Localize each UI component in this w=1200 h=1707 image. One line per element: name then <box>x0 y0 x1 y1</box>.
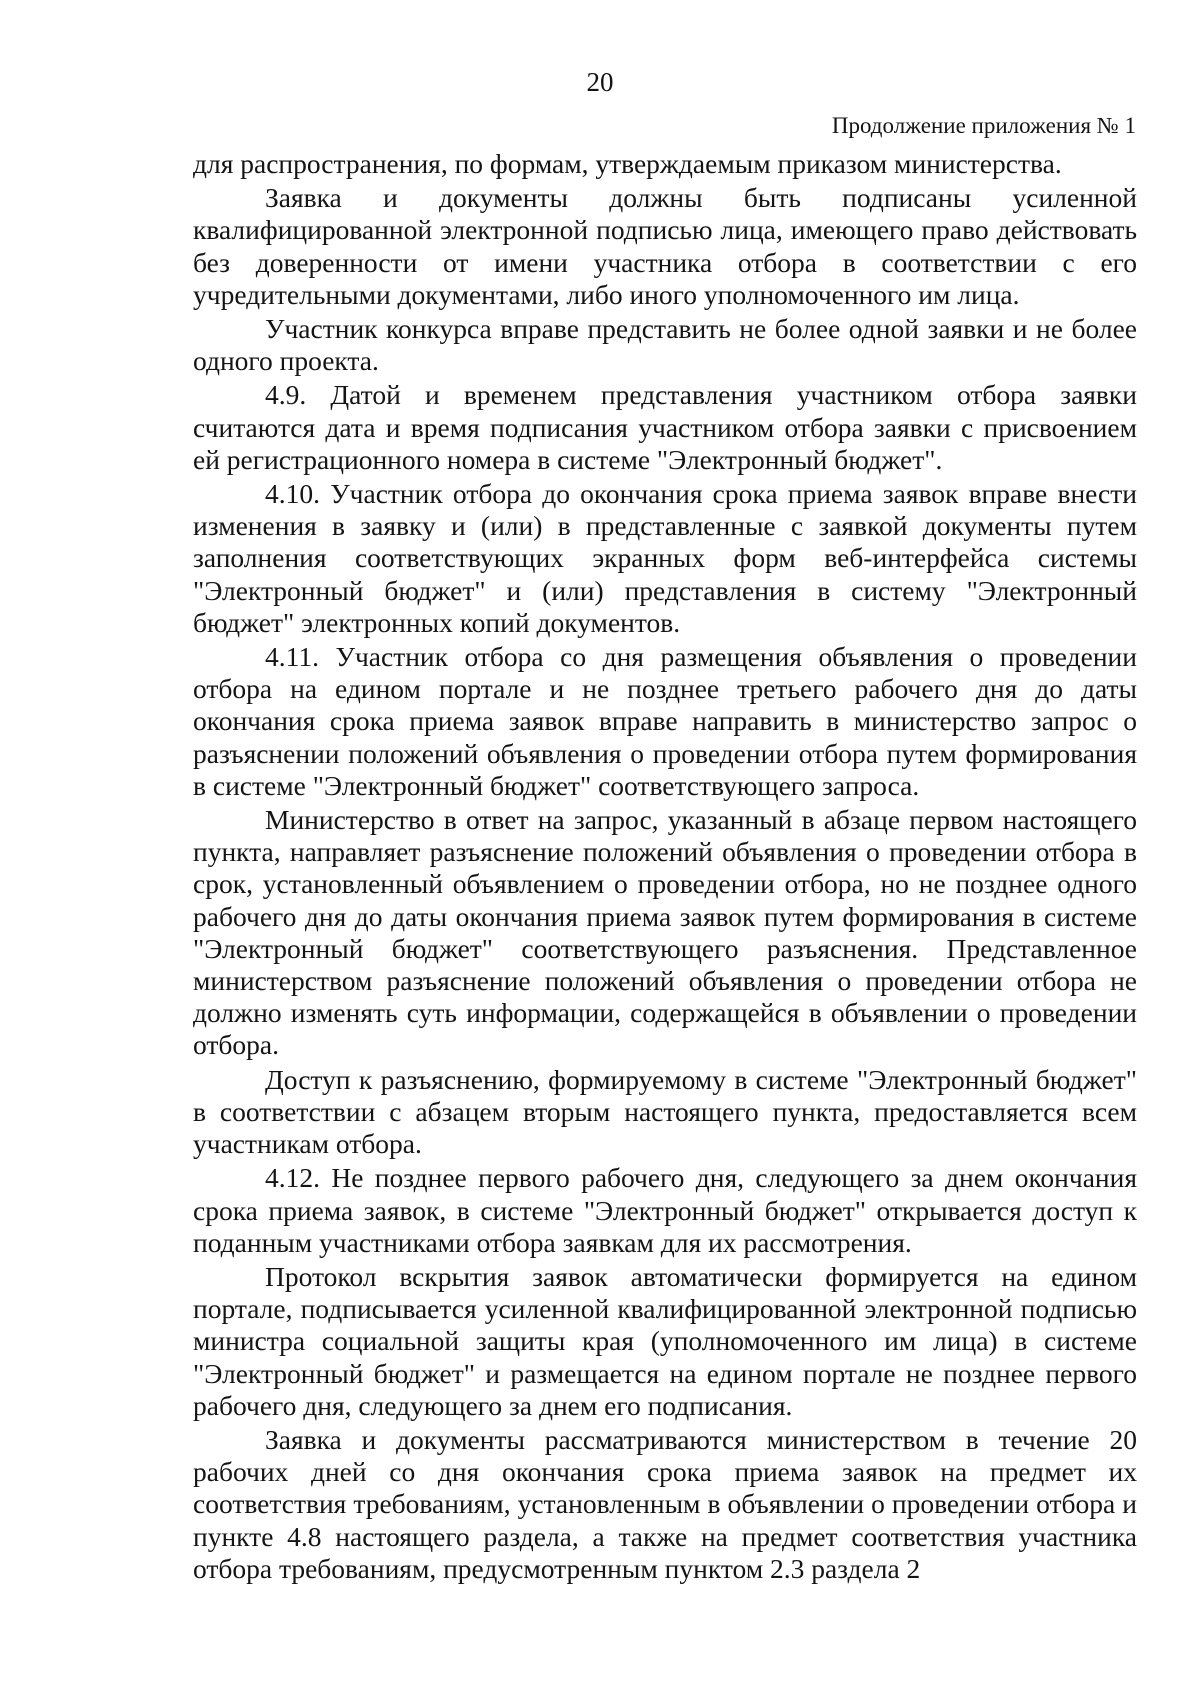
paragraph-4-10: 4.10. Участник отбора до окончания срока приема заявок вправе внести изменения в заявку и (или) в представленные с заявкой документы путем заполнения соответствующих экранных форм веб-интерфейса системы "Электронный бюджет" и (или) представления в систему "Электронный бюджет" электронных копий документов. <box>193 478 1137 638</box>
paragraph-4-12: 4.12. Не позднее первого рабочего дня, следующего за днем окончания срока приема заявок, в системе "Электронный бюджет" открывается доступ к поданным участниками отбора заявкам для их рассмотрения. <box>193 1162 1137 1258</box>
paragraph-clarification-access: Доступ к разъяснению, формируемому в системе "Электронный бюджет" в соответствии с абзацем вторым настоящего пункта, предоставляется всем участникам отбора. <box>193 1063 1137 1160</box>
paragraph-4-11: 4.11. Участник отбора со дня размещения объявления о проведении отбора на едином портале и не позднее третьего рабочего дня до даты окончания срока приема заявок вправе направить в министерство запрос о разъяснении положений объявления о проведении отбора путем формирования в системе "Электронный бюджет" соответствующего запроса. <box>193 641 1137 801</box>
paragraph-single-application: Участник конкурса вправе представить не более одной заявки и не более одного проекта. <box>193 313 1137 377</box>
paragraph-4-9: 4.9. Датой и временем представления участником отбора заявки считаются дата и время подписания участником отбора заявки с присвоением ей регистрационного номера в системе "Электронный бюджет". <box>193 379 1137 475</box>
page-number: 20 <box>586 67 614 97</box>
paragraph-ministry-response: Министерство в ответ на запрос, указанный в абзаце первом настоящего пункта, направляет разъяснение положений объявления о проведении отбора в срок, установленный объявлением о проведении отбора, но не позднее одного рабочего дня до даты окончания приема заявок путем формирования в системе "Электронный бюджет" соответствующего разъяснения. Представленное министерством разъяснение положений объявления о проведении отбора не должно изменять суть информации, содержащейся в объявлении о проведении отбора. <box>193 804 1137 1061</box>
appendix-continuation-note: Продолжение приложения № 1 <box>831 113 1136 138</box>
paragraph-opening-protocol: Протокол вскрытия заявок автоматически формируется на едином портале, подписывается усиленной квалифицированной электронной подписью министра социальной защиты края (уполномоченного им лица) в системе "Электронный бюджет" и размещается на едином портале не позднее первого рабочего дня, следующего за днем его подписания. <box>193 1260 1137 1421</box>
paragraph-signature-requirement: Заявка и документы должны быть подписаны усиленной квалифицированной электронной подписью лица, имеющего право действовать без доверенности от имени участника отбора в соответствии с его учредительными документами, либо иного уполномоченного им лица. <box>193 182 1137 310</box>
paragraph-continuation: для распространения, по формам, утверждаемым приказом министерства. <box>193 148 1062 179</box>
document-body <box>193 148 1137 1587</box>
paragraph-application-review: Заявка и документы рассматриваются министерством в течение 20 рабочих дней со дня окончания срока приема заявок на предмет их соответствия требованиям, установленным в объявлении о проведении отбора и пункте 4.8 настоящего раздела, а также на предмет соответствия участника отбора требованиям, предусмотренным пунктом 2.3 раздела 2 <box>193 1423 1137 1584</box>
